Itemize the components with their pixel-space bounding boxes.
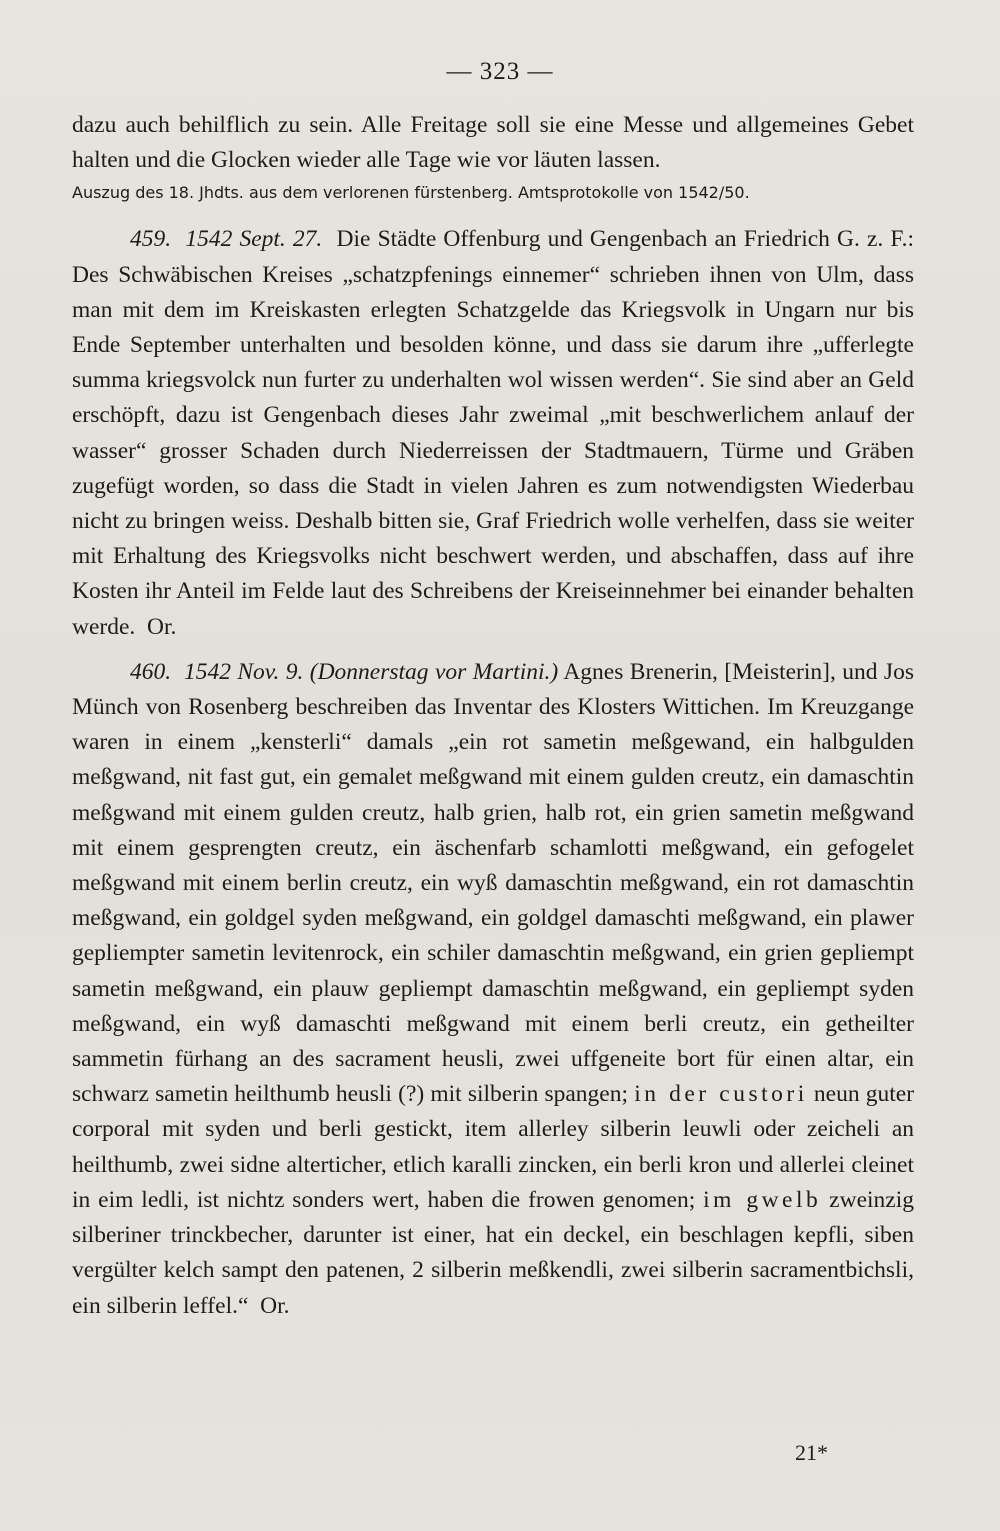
entry-number: 460. <box>130 658 172 685</box>
spaced-location-custori: in der custori <box>634 1081 808 1108</box>
continuation-text: dazu auch behilflich zu sein. Alle Freitage soll sie eine Messe und allgemeines Gebet halten und die Glocken wieder alle Tage wie vor läuten lassen. <box>72 112 914 174</box>
entry-460 <box>72 655 914 1324</box>
spaced-location-gwelb: im gwelb <box>703 1186 822 1213</box>
entry-source: Or. <box>147 613 177 640</box>
entry-459 <box>72 222 914 644</box>
entry-text-part-c: zweinzig silberiner trinckbecher, darunter ist einer, hat ein deckel, ein beschlagen kepfli, siben vergülter kelch sampt den patenen, 2 silberin meßkendli, zwei silberin sacramentbichsli, ein silberin leffel.“ <box>72 1186 914 1319</box>
entry-dating: (Donnerstag vor Martini.) <box>309 658 559 685</box>
entry-source: Or. <box>260 1292 290 1319</box>
source-note: Auszug des 18. Jhdts. aus dem verlorenen fürstenberg. Amtsprotokolle von 1542/50. <box>72 183 750 203</box>
entry-number: 459. <box>130 226 172 253</box>
entry-date: 1542 Sept. 27. <box>185 226 323 253</box>
page-body <box>72 108 914 1324</box>
entry-text: Die Städte Offenburg und Gengenbach an Friedrich G. z. F.: Des Schwäbischen Kreises „schatzpfenings einnemer“ schrieben ihnen von Ulm, dass man mit dem im Kreiskasten erlegten Schatzgelde das Kriegsvolk in Ungarn nur bis Ende September unterhalten und besolden könne, und dass sie darum ihre „ufferlegte summa kriegsvolck nun furter zu underhalten wol wissen werden“. Sie sind aber an Geld erschöpft, dazu ist Gengenbach dieses Jahr zweimal „mit beschwerlichem anlauf der wasser“ grosser Schaden durch Niederreissen der Stadtmauern, Türme und Gräben zugefügt worden, so dass die Stadt in vielen Jahren es zum notwendigsten Wiederbau nicht zu bringen weiss. Deshalb bitten sie, Graf Friedrich wolle verhelfen, dass sie weiter mit Erhaltung des Kriegsvolks nicht beschwert werden, und abschaffen, dass auf ihre Kosten ihr Anteil im Felde laut des Schreibens der Kreiseinnehmer bei einander behalten werde. <box>72 226 914 640</box>
page-number: — 323 — <box>446 58 554 85</box>
continuation-paragraph <box>72 108 914 178</box>
entry-text-part-b: neun guter corporal mit syden und berli gestickt, item allerley silberin leuwli oder zeicheli an heilthumb, zwei sidne alterticher, etlich karalli zincken, ein berli kron und allerlei cleinet in eim ledli, ist nichtz sonders wert, haben die frowen genomen; <box>72 1081 915 1213</box>
signature-mark: 21* <box>795 1440 828 1465</box>
entry-date: 1542 Nov. 9. <box>183 658 304 685</box>
entry-text-part-a: Agnes Brenerin, [Meisterin], und Jos Münch von Rosenberg beschreiben das Inventar des Klosters Wittichen. Im Kreuzgange waren in einem „kensterli“ damals „ein rot sametin meßgewand, ein halbgulden meßgwand, nit fast gut, ein gemalet meßgwand mit einem gulden creutz, ein damaschtin meßgwand mit einem gulden creutz, halb grien, halb rot, ein grien sametin meßgwand mit einem gesprengten creutz, ein äschenfarb schamlotti meßgwand, ein gefogelet meßgwand mit einem berlin creutz, ein wyß damaschtin meßgwand, ein rot damaschtin meßgwand, ein goldgel syden meßgwand, ein goldgel damaschti meßgwand, ein plawer gepliempter sametin levitenrock, ein schiler damaschtin meßgwand, ein grien gepliempt sametin meßgwand, ein plauw gepliempt damaschtin meßgwand, ein gepliempt syden meßgwand, ein wyß damaschti meßgwand mit einem berli creutz, ein getheilter sammetin fürhang an des sacrament heusli, zwei uffgeneite bort für einen altar, ein schwarz sametin heilthumb heusli (?) mit silberin spangen; <box>72 658 914 1108</box>
